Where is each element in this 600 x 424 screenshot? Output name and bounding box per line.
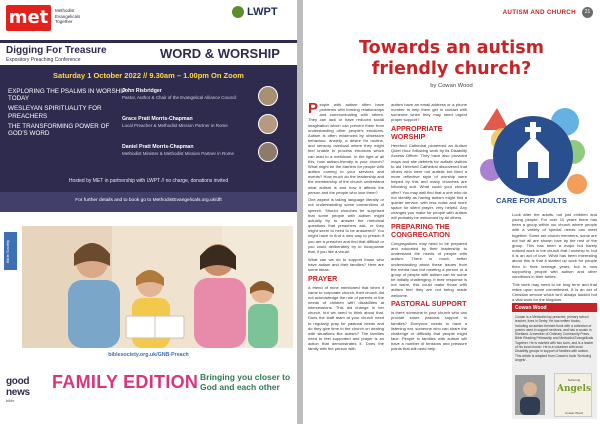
met-speaker (122, 144, 292, 172)
met-hosted-line: Hosted by MET in partnership with LWPT // no charge, donations invited (68, 178, 229, 184)
book-author: Cowan Wood (565, 411, 583, 415)
subhead-care-for-adults: CARE FOR ADULTS (496, 196, 567, 205)
speaker-role: Methodist Minister & Methodist Mission Partner in Rome (122, 151, 235, 156)
subhead-preparing-congregation: PREPARING THE CONGREGATION (391, 221, 450, 239)
article-column-1 (308, 102, 384, 354)
met-speaker-list (122, 88, 292, 172)
family-edition-title: FAMILY EDITION (52, 372, 199, 392)
article-paragraph: One aspect is taking language literally or not understanding some conventions of speech. Should churches be surprised that some people with autism might actually try to answer the rhetorical questions that preachers ask, or they might seem to need to be answered? You might have to find a new way to preach if you are a preacher and find that difficult or you could deliberately try to incorporate that, if you like a visual. (308, 197, 384, 254)
speaker-avatar (258, 114, 278, 134)
met-logo-text: met (8, 7, 49, 28)
article-byline: by Cowan Wood (430, 83, 473, 89)
lwpt-logo-icon (232, 6, 244, 18)
met-booking-link[interactable]: For further details and to book go to MethodistEvangelicals.org.uk/dft (75, 198, 222, 203)
good-news-sub: bible (6, 398, 15, 403)
article-paragraph: Congregations may need to be prepared and educated by their leadership to understand the needs of people with autism. There is much better understanding about these issues from the media now but meeting a person or a group of people with autism can for some be initially challenging. If their response is not warm, this could make those with autism feel they are not being made welcome. (391, 240, 467, 298)
author-bio-box (512, 303, 597, 419)
article-paragraph: What can we do to support those who have autism and their families? Here are some ideas: (308, 256, 384, 272)
subhead-prayer: PRAYER (308, 273, 338, 283)
drop-cap: P (308, 100, 319, 117)
right-page (303, 0, 600, 424)
word-worship-title: WORD & WORSHIP (160, 46, 280, 61)
good-news-bible-logo (6, 376, 46, 403)
speaker-name: Daniel Pratt Morris-Chapman (122, 144, 194, 150)
hand-print-orange (567, 174, 587, 194)
article-column-2 (391, 102, 467, 354)
author-photo (515, 375, 545, 415)
hand-print-red (483, 108, 509, 130)
article-title-line-1: Towards an autism (359, 38, 544, 58)
bible-society-stripe-text: Bible Society (5, 239, 10, 263)
subhead-pastoral-support: PASTORAL SUPPORT (391, 299, 467, 309)
person-body-1 (68, 280, 120, 348)
good-news-text: good news (6, 376, 30, 398)
family-edition-tagline: Bringing you closer to God and each other (200, 372, 291, 392)
book-cover (554, 373, 592, 417)
family-reading-photo (22, 226, 293, 348)
section-header: AUTISM AND CHURCH (502, 9, 576, 16)
article-paragraph: Hereford Cathedral pioneered an Autism Quiet Hour following work by its Disability Access Officer. They have also provided maps and site debriefs for autistic visitors to aid Hereford Cathedral discovered that others who were not autistic but liked a more reflective style of worship were helped by this and many churches are following suit. What could your church offer? You may well find that a one who do not identify as having autism might find a quieter service, with less noise and more space for silent prayer, very helpful. Any changes you make for people with autism will probably be welcomed by all others. (391, 143, 467, 221)
speaker-name: John Risbridger (122, 88, 162, 94)
article-paragraph: Look after the adults, not just children and young people. For over 10 years there has been a group within our church where people with a variety of special needs can meet together. Some are church members, some are not but all are shown love by the rest of the group. This has been a major but barely noticed work in the church that I worship in, but it is an act of love. What has been interesting about this is that it started up work for people then in their teenage years, but is now supporting people with autism and other conditions in their forties. (512, 212, 597, 279)
met-ad-subtitle: Expository Preaching Conference (6, 57, 81, 63)
met-session: WESLEYAN SPIRITUALITY FOR PREACHERS (8, 105, 102, 120)
met-session: EXPLORING THE PSALMS IN WORSHIP TODAY (8, 88, 127, 103)
subhead-appropriate-worship: APPROPRIATE WORSHIP (391, 124, 443, 142)
met-logo (6, 5, 51, 31)
met-speaker (122, 88, 292, 116)
article-paragraph: A friend of mine mentioned that when it came to corporate church, their church did not acknowledge the role of parents or the needs of children with disabilities at intercessions. This did change in her church, but we need to think about that. Does the staff team at your church need to regularly pray for pastoral needs and do they give time to the church on dealing with situations like autism? The families need to feel supported and prayer is an action that demonstrates it. Does the family with the person with (308, 284, 384, 352)
speaker-avatar (258, 142, 278, 162)
bio-text: Cowan is a Methodist lay preacher, primary school teacher, lives in Derby. He has written books, including an autism-themed book with a collection of poems used in support services, and has a cousin in Shetland. A member of Ordinary Community Press, Bible Reading Fellowship and Methodist Evangelicals Together. He is married with two sons, and is a leader of his local church. He is a volunteer with local Disability groups in support of families with autism. This article is adapted from Cowan's book 'Nurturing Angels'. (515, 315, 594, 362)
met-session-list (8, 88, 128, 140)
bio-name: Cowan Wood (512, 303, 597, 312)
article-paragraph: autism have an email address or a phone number to help them get in contact with someone when they may need urgent prayer support? (391, 102, 467, 123)
met-org-tag: Methodist Evangelicals Together (55, 8, 81, 24)
bible-society-link[interactable]: biblesociety.org.uk/GNB-Preach (108, 352, 189, 358)
speaker-name: Grace Pratt Morris-Chapman (122, 116, 193, 122)
book-subtitle: Nurturing (567, 378, 581, 382)
met-ad-title: Digging For Treasure (6, 45, 107, 56)
article-paragraph: Is there someone in your church who can provide some pastoral support to families? Everyone needs to have a listening ear, someone who can share the challenge or difficulty that people might face. People in families with autism will have a number of tensions and pressure points that will need help. (391, 310, 467, 352)
article-column-3 (512, 212, 597, 305)
article-paragraph (308, 102, 384, 195)
page-number: 21 (582, 7, 593, 18)
met-conference-ad[interactable] (0, 0, 297, 212)
left-page (0, 0, 297, 424)
speaker-role: Local Preacher & Methodist Mission Partner in Rome (122, 123, 228, 128)
lwpt-logo-text: LWPT (247, 6, 278, 18)
met-session: THE TRANSFORMING POWER OF GOD'S WORD (8, 122, 110, 138)
family-illustration (22, 226, 293, 348)
church-hands-illustration (473, 100, 593, 208)
paragraph-text: eople with autism often have problems with forming relationships and communicating with others. They can lack or have reduced social imagination which can prevent them from understanding other people's emotions. Autism is often evidenced by obsessive behaviour, anxiety, a desire for routine, and sensory overload where they might feel unable to process emotions which can lead to a meltdown. In the light of all this, how autism-friendly is your church? What might be the barriers for people with autism coming to your services and events? How much do the leadership and the membership of the church understand what autism is and how it affects the person and the people who love them? (308, 102, 384, 195)
article-title (303, 38, 600, 80)
speaker-avatar (258, 86, 278, 106)
article-title-line-2: friendly church? (371, 59, 532, 79)
met-date-line: Saturday 1 October 2022 // 9.30am – 1.00pm On Zoom (53, 71, 244, 80)
article-paragraph: This work may need to be long term and that relies upon some commitment. It is an act of Christian service which isn't always lauded but a vital work for the kingdom. (512, 281, 597, 302)
book-title: Angels (556, 384, 592, 394)
speaker-role: Pastor, Author & Chair of the Evangelical Alliance Council (122, 95, 237, 100)
met-speaker (122, 116, 292, 144)
